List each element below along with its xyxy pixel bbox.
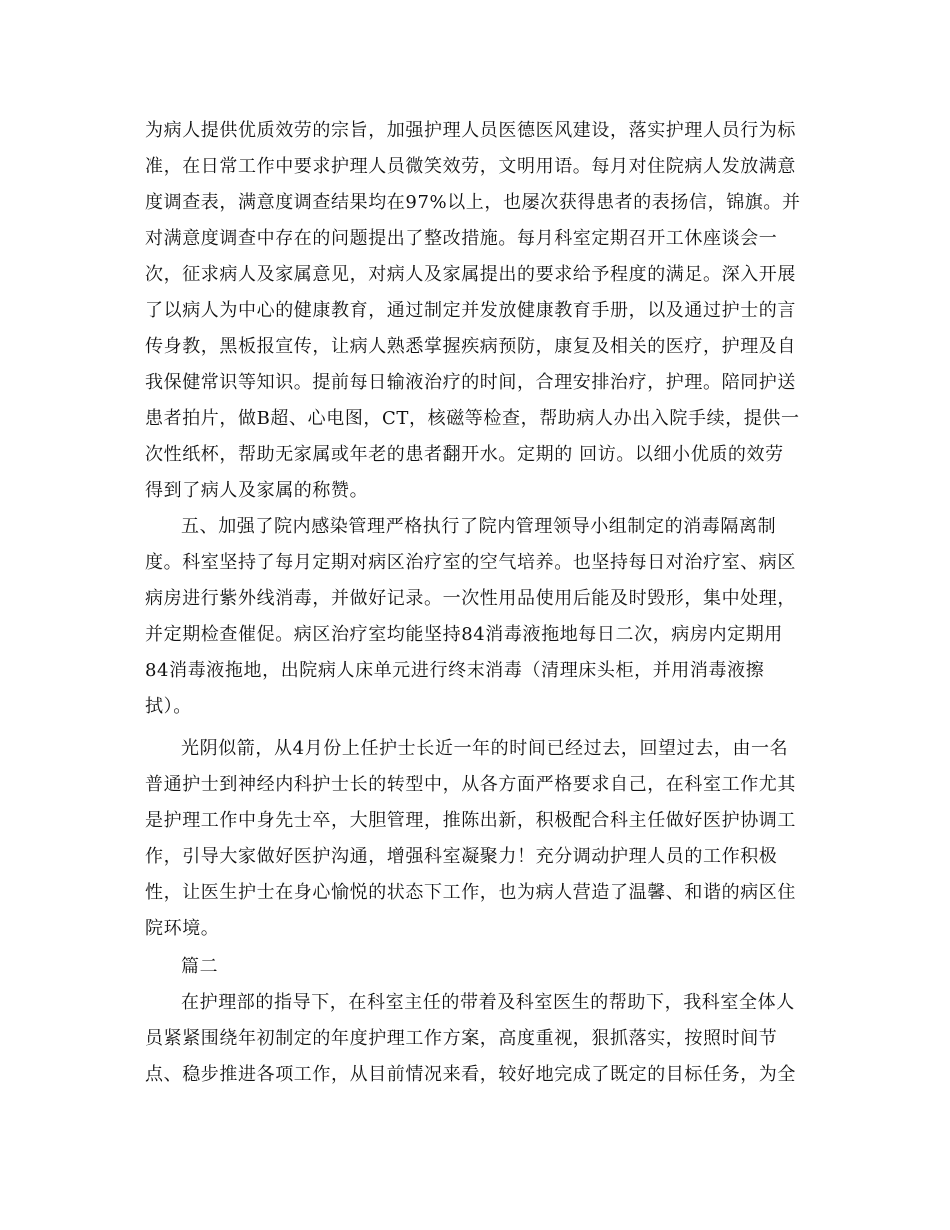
text-line: 度调查表，满意度调查结果均在97%以上，也屡次获得患者的表扬信，锦旗。并 xyxy=(145,192,801,213)
text-line: 作，引导大家做好医护沟通，增强科室凝聚力！充分调动护理人员的工作积极 xyxy=(145,846,778,867)
text-line: 次，征求病人及家属意见，对病人及家属提出的要求给予程度的满足。深入开展 xyxy=(145,264,796,285)
text-line: 了以病人为中心的健康教育，通过制定并发放健康教育手册，以及通过护士的言 xyxy=(145,300,796,321)
text-line: 院环境。 xyxy=(145,918,220,939)
text-line: 为病人提供优质效劳的宗旨，加强护理人员医德医风建设，落实护理人员行为标 xyxy=(145,120,796,141)
text-line: 拭）。 xyxy=(145,696,192,717)
text-line: 患者拍片，做B超、心电图，CT，核磁等检查，帮助病人办出入院手续，提供一 xyxy=(145,408,800,429)
text-line: 传身教，黑板报宣传，让病人熟悉掌握疾病预防，康复及相关的医疗，护理及自 xyxy=(145,336,796,357)
text-line: 并定期检查催促。病区治疗室均能坚持84消毒液拖地每日二次，病房内定期用 xyxy=(145,624,783,645)
text-line: 次性纸杯，帮助无家属或年老的患者翻开水。定期的 回访。以细小优质的效劳 xyxy=(145,444,784,465)
text-line: 对满意度调查中存在的问题提出了整改措施。每月科室定期召开工休座谈会一 xyxy=(145,228,778,249)
text-line: 得到了病人及家属的称赞。 xyxy=(145,480,369,501)
text-line: 是护理工作中身先士卒，大胆管理，推陈出新，积极配合科主任做好医护协调工 xyxy=(145,810,796,831)
section-heading: 篇二 xyxy=(181,956,219,977)
text-line: 准，在日常工作中要求护理人员微笑效劳，文明用语。每月对住院病人发放满意 xyxy=(145,156,796,177)
paragraph-start-line: 光阴似箭，从4月份上任护士长近一年的时间已经过去，回望过去，由一名 xyxy=(181,738,789,759)
paragraph-start-line: 在护理部的指导下，在科室主任的带着及科室医生的帮助下，我科室全体人 xyxy=(181,992,795,1013)
text-line: 员紧紧围绕年初制定的年度护理工作方案，高度重视，狠抓落实，按照时间节 xyxy=(145,1028,778,1049)
text-line: 我保健常识等知识。提前每日输液治疗的时间，合理安排治疗，护理。陪同护送 xyxy=(145,372,796,393)
text-line: 84消毒液拖地，出院病人床单元进行终末消毒（清理床头柜，并用消毒液擦 xyxy=(145,660,765,681)
text-line: 病房进行紫外线消毒，并做好记录。一次性用品使用后能及时毁形，集中处理， xyxy=(145,588,796,609)
text-line: 点、稳步推进各项工作，从目前情况来看，较好地完成了既定的目标任务，为全 xyxy=(145,1064,796,1085)
text-line: 普通护士到神经内科护士长的转型中，从各方面严格要求自己，在科室工作尤其 xyxy=(145,774,796,795)
text-line: 性，让医生护士在身心愉悦的状态下工作，也为病人营造了温馨、和谐的病区住 xyxy=(145,882,796,903)
paragraph-start-line: 五、加强了院内感染管理严格执行了院内管理领导小组制定的消毒隔离制 xyxy=(181,516,777,537)
text-line: 度。科室坚持了每月定期对病区治疗室的空气培养。也坚持每日对治疗室、病区 xyxy=(145,552,796,573)
